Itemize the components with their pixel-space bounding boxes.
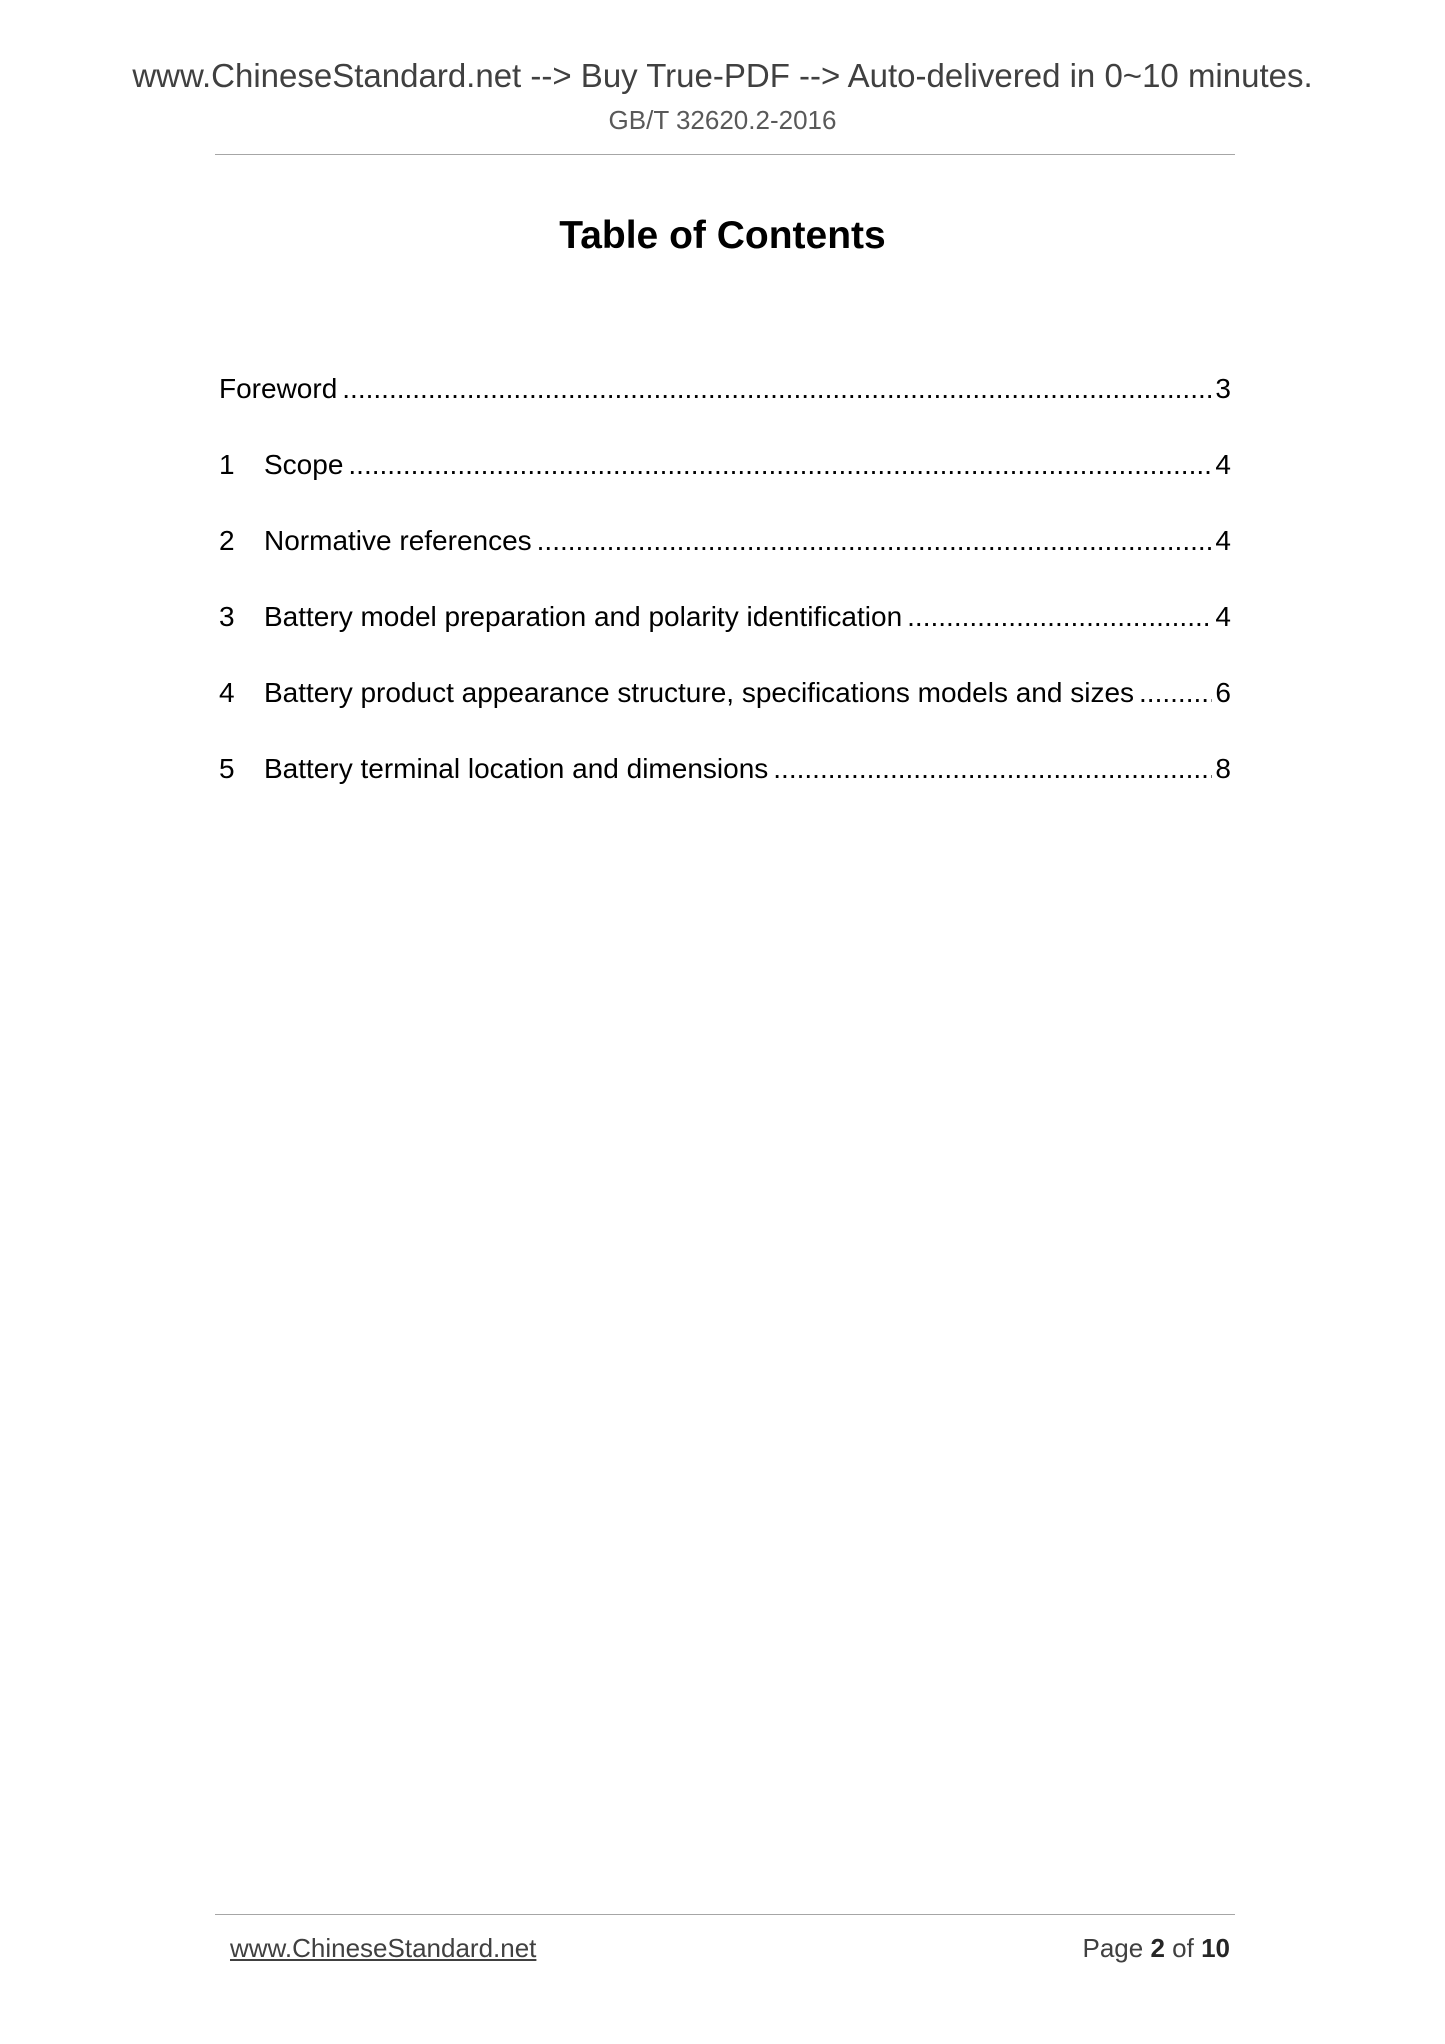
- header-banner: www.ChineseStandard.net --> Buy True-PDF --> Auto-delivered in 0~10 minutes.: [132, 57, 1313, 94]
- toc-entry-number: 3: [219, 601, 235, 632]
- toc-leader-dots: [348, 443, 1212, 487]
- toc-entry-text: Battery model preparation and polarity identification: [264, 601, 903, 632]
- toc-leader-dots: [1139, 671, 1212, 715]
- toc-entry-number: 4: [219, 677, 235, 708]
- toc-entry-scope[interactable]: [219, 443, 1231, 519]
- page-of: of: [1172, 1933, 1194, 1963]
- standard-number: GB/T 32620.2-2016: [608, 105, 837, 135]
- toc-entry-text: Foreword: [219, 373, 338, 404]
- footer-divider: [215, 1914, 1235, 1915]
- page-title: Table of Contents: [559, 214, 886, 257]
- toc-entry-text: Normative references: [264, 525, 532, 556]
- toc-list: [219, 367, 1231, 823]
- toc-entry-number: 2: [219, 525, 235, 556]
- toc-entry-page: 8: [1215, 753, 1231, 784]
- toc-leader-dots: [907, 595, 1212, 639]
- toc-entry-text: Battery terminal location and dimensions: [264, 753, 769, 784]
- toc-entry-page: 6: [1215, 677, 1231, 708]
- toc-leader-dots: [537, 519, 1213, 563]
- header-divider: [215, 154, 1235, 155]
- toc-entry-battery-model[interactable]: [219, 595, 1231, 671]
- toc-leader-dots: [773, 747, 1212, 791]
- page-current: 2: [1150, 1933, 1165, 1963]
- toc-entry-normative-references[interactable]: [219, 519, 1231, 595]
- toc-entry-number: 1: [219, 449, 235, 480]
- toc-entry-number: 5: [219, 753, 235, 784]
- footer-website-link[interactable]: www.ChineseStandard.net: [230, 1933, 537, 1963]
- toc-leader-dots: [342, 367, 1212, 411]
- toc-entry-page: 4: [1215, 601, 1231, 632]
- toc-entry-battery-terminal[interactable]: [219, 747, 1231, 823]
- toc-entry-page: 3: [1215, 373, 1231, 404]
- toc-entry-page: 4: [1215, 449, 1231, 480]
- toc-entry-page: 4: [1215, 525, 1231, 556]
- page-label: Page: [1082, 1933, 1144, 1963]
- toc-entry-foreword[interactable]: [219, 367, 1231, 443]
- toc-entry-text: Battery product appearance structure, specifications models and sizes: [264, 677, 1135, 708]
- page-total: 10: [1201, 1933, 1230, 1963]
- toc-entry-text: Scope: [264, 449, 344, 480]
- toc-entry-battery-appearance[interactable]: [219, 671, 1231, 747]
- page-number: [1082, 1932, 1230, 1964]
